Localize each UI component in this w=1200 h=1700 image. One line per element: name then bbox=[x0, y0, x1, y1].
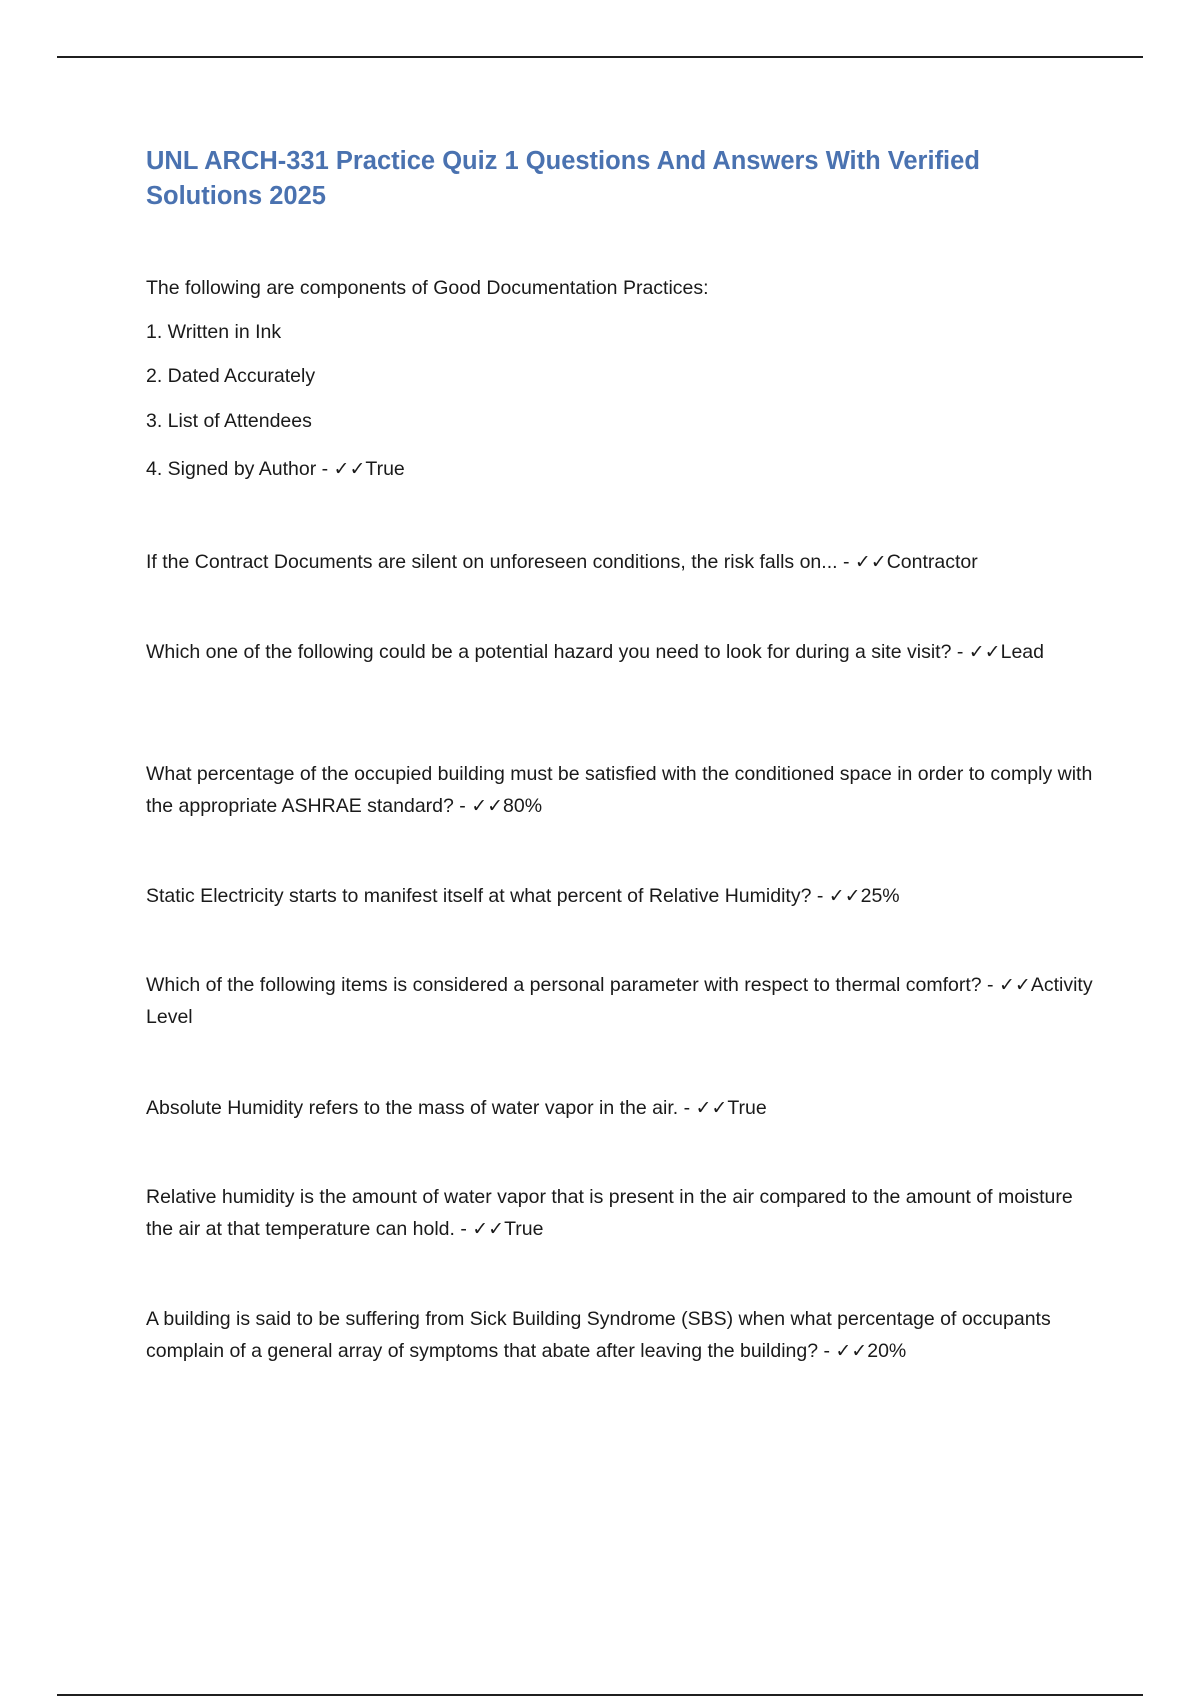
qa-item bbox=[146, 546, 1096, 578]
question-text: A building is said to be suffering from Sick Building Syndrome (SBS) when what percentage of occupants complain of a general array of symptoms that abate after leaving the building? - bbox=[146, 1308, 1051, 1362]
answer: True bbox=[727, 1097, 767, 1119]
question-intro: The following are components of Good Documentation Practices: bbox=[146, 277, 709, 299]
check-mark-icon: ✓✓ bbox=[854, 551, 887, 573]
bottom-rule bbox=[57, 1694, 1143, 1696]
question-text: If the Contract Documents are silent on unforeseen conditions, the risk falls on... - bbox=[146, 551, 855, 573]
qa-item bbox=[146, 636, 1096, 668]
check-mark-icon: ✓✓ bbox=[472, 1218, 505, 1240]
answer: 25% bbox=[860, 885, 900, 907]
check-mark-icon: ✓✓ bbox=[695, 1097, 728, 1119]
answer: 20% bbox=[867, 1340, 907, 1362]
question-text: Relative humidity is the amount of water vapor that is present in the air compared to the amount of moisture the air at that temperature can hold. - bbox=[146, 1186, 1073, 1240]
answer: Lead bbox=[1000, 641, 1044, 663]
answer: Contractor bbox=[886, 551, 978, 573]
answer: Activity Level bbox=[146, 974, 1093, 1028]
question-text: Which of the following items is considered a personal parameter with respect to thermal comfort? - bbox=[146, 974, 999, 996]
check-mark-icon: ✓✓ bbox=[333, 458, 366, 480]
question-text: Which one of the following could be a potential hazard you need to look for during a site visit? - bbox=[146, 641, 969, 663]
answer: True bbox=[504, 1218, 544, 1240]
list-item: 4. Signed by Author - ✓✓True bbox=[146, 458, 405, 480]
check-mark-icon: ✓✓ bbox=[828, 885, 861, 907]
check-mark-icon: ✓✓ bbox=[998, 974, 1031, 996]
qa-item bbox=[146, 1181, 1096, 1245]
question-text: What percentage of the occupied building must be satisfied with the conditioned space in order to comply with the appropriate ASHRAE standard? - bbox=[146, 763, 1093, 817]
qa-item bbox=[146, 1303, 1096, 1367]
qa-item bbox=[146, 969, 1096, 1033]
check-mark-icon: ✓✓ bbox=[835, 1340, 868, 1362]
check-mark-icon: ✓✓ bbox=[471, 795, 504, 817]
top-rule bbox=[57, 56, 1143, 58]
list-item: 3. List of Attendees bbox=[146, 410, 312, 432]
qa-item bbox=[146, 1092, 1096, 1124]
list-item: 2. Dated Accurately bbox=[146, 365, 316, 387]
question-text: Absolute Humidity refers to the mass of water vapor in the air. - bbox=[146, 1097, 696, 1119]
answer: 80% bbox=[503, 795, 543, 817]
answer: True bbox=[365, 458, 405, 480]
document-title: UNL ARCH-331 Practice Quiz 1 Questions And Answers With Verified Solutions 2025 bbox=[146, 147, 980, 210]
question-text: Static Electricity starts to manifest itself at what percent of Relative Humidity? - bbox=[146, 885, 829, 907]
check-mark-icon: ✓✓ bbox=[968, 641, 1001, 663]
qa-item bbox=[146, 758, 1096, 822]
qa-item bbox=[146, 880, 1096, 912]
list-item: 1. Written in Ink bbox=[146, 321, 282, 343]
